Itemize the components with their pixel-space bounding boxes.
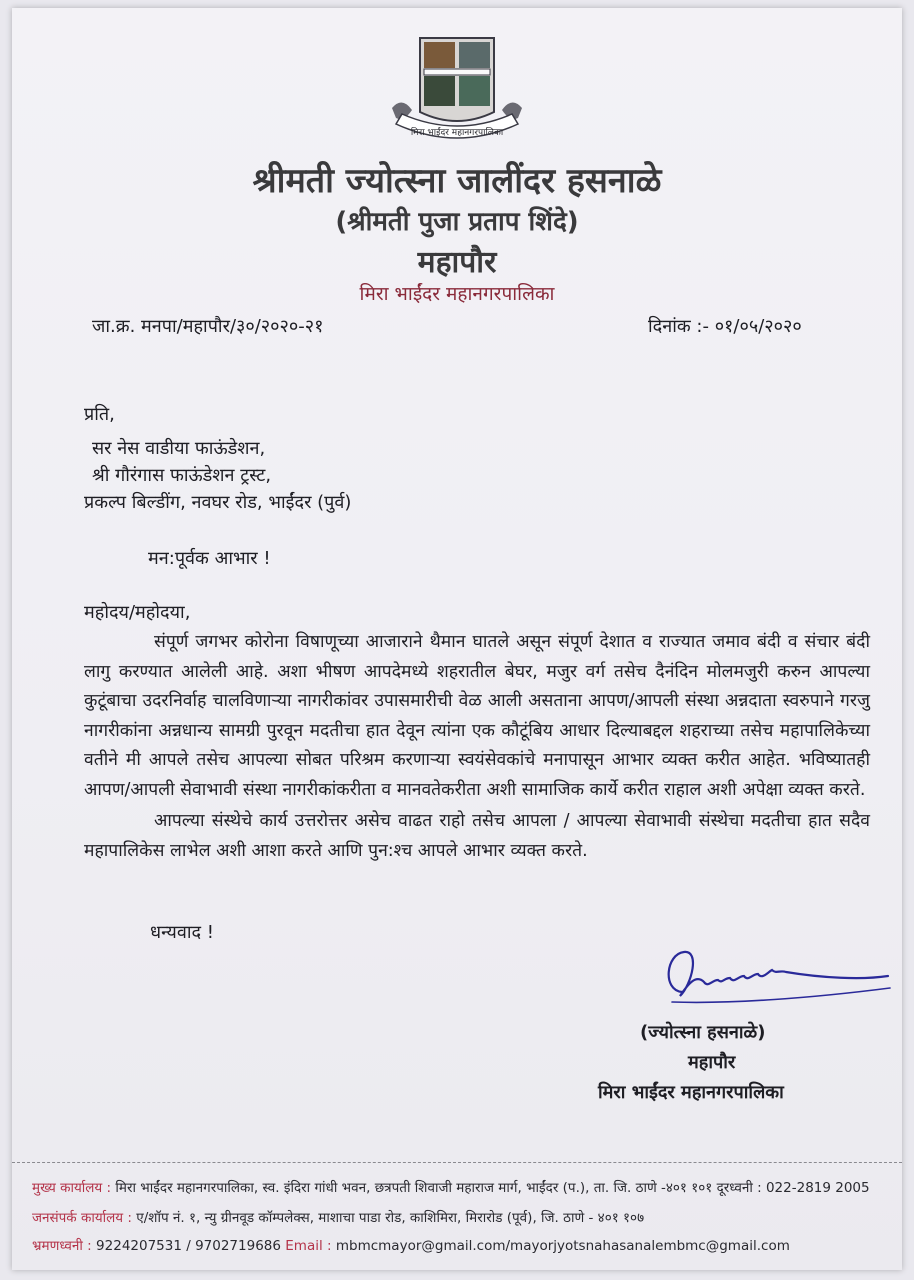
footer-email-link[interactable]: mbmcmayor@gmail.com/mayorjyotsnahasanalembmc@gmail.com [335,1238,790,1254]
footer-email-label: Email : [285,1238,332,1254]
recipient-line: श्री गौरंगास फाऊंडेशन ट्रस्ट, [92,465,272,486]
footer-office-text: मिरा भाईंदर महानगरपालिका, स्व. इंदिरा गांधी भवन, छत्रपती शिवाजी महाराज मार्ग, भाईंदर (प.), ता. जि. ठाणे -४०१ १०१ दूरध्वनी : 022-2819 2005 [115,1180,870,1196]
sender-alt-name: (श्रीमती पुजा प्रताप शिंदे) [335,207,579,237]
footer-pr-office [32,1208,644,1226]
body-paragraph: आपल्या संस्थेचे कार्य उत्तरोत्तर असेच वाढत राहो तसेच आपला / आपल्या सेवाभावी संस्थेचा मदतीचा हात सदैव महापालिकेस लाभेल अशी आशा करते आणि पुन:श्च आपले आभार व्यक्त करते. [84,811,870,861]
subject: मन:पूर्वक आभार ! [148,548,271,569]
svg-text:मिरा भाईंदर महानगरपालिका: मिरा भाईंदर महानगरपालिका [410,128,504,138]
closing: धन्यवाद ! [150,922,214,943]
footer-contact [32,1236,790,1254]
signatory-title: महापौर [688,1052,736,1073]
sender-title: महापौर [417,245,497,280]
letter-body [84,628,870,866]
letter-date: दिनांक :- ०१/०५/२०२० [648,316,802,337]
footer-divider [12,1162,902,1163]
footer-mobile-label: भ्रमणध्वनी : [32,1238,92,1254]
reference-number: जा.क्र. मनपा/महापौर/३०/२०२०-२१ [92,316,324,337]
signatory-organization: मिरा भाईंदर महानगरपालिका [598,1082,784,1103]
footer-office-label: मुख्य कार्यालय : [32,1180,112,1196]
salutation: महोदय/महोदया, [84,602,191,623]
recipient-line: प्रकल्प बिल्डींग, नवघर रोड, भाईंदर (पुर्व) [84,492,352,513]
footer-office [32,1178,870,1196]
sender-organization: मिरा भाईंदर महानगरपालिका [359,283,555,305]
footer-pr-text: ए/शॉप नं. १, न्यु ग्रीनवूड कॉम्पलेक्स, माशाचा पाडा रोड, काशिमिरा, मिरारोड (पूर्व), जि. ठाणे - ४०१ १०७ [136,1210,645,1226]
body-paragraph: संपूर्ण जगभर कोरोना विषाणूच्या आजाराने थैमान घातले असून संपूर्ण देशात व राज्यात जमाव बंदी व संचार बंदी लागु करण्यात आलेली आहे. अशा भीषण आपदेमध्ये शहरातील बेघर, मजुर वर्ग तसेच दैनंदिन मोलमजुरी करुन आपल्या कुटूंबाचा उदरनिर्वाह चालविणाऱ्या नागरीकांवर उपासमारीची वेळ आली असताना आपण/आपली संस्था अन्नदाता स्वरुपाने गरजु नागरीकांना अन्नधान्य सामग्री पुरवून मदतीचा हात देवून त्यांना एक कौटूंबिय आधार दिल्याबद्दल शहराच्या तसेच महापालिकेच्या वतीने मी आपले तसेच आपल्या सोबत परिश्रम करणाऱ्या स्वयंसेवकांचे मनापासून आभार व्यक्त करीत आहेत. भविष्यातही आपण/आपली सेवाभावी संस्था नागरीकांकरीता व मानवतेकरीता अशी सामाजिक कार्ये करीत राहाल अशी अपेक्षा व्यक्त करते. [84,632,870,800]
sender-name: श्रीमती ज्योत्स्ना जालींदर हसनाळे [252,161,662,201]
recipient-line: सर नेस वाडीया फाऊंडेशन, [92,438,266,459]
signatory-name: (ज्योत्स्ना हसनाळे) [640,1022,766,1043]
handwritten-signature [652,944,902,1014]
municipal-emblem [382,26,532,156]
footer-pr-label: जनसंपर्क कार्यालय : [32,1210,132,1226]
letter-page [12,8,902,1270]
footer-mobile-text: 9224207531 / 9702719686 [96,1238,281,1254]
recipient-prefix: प्रति, [84,404,115,425]
